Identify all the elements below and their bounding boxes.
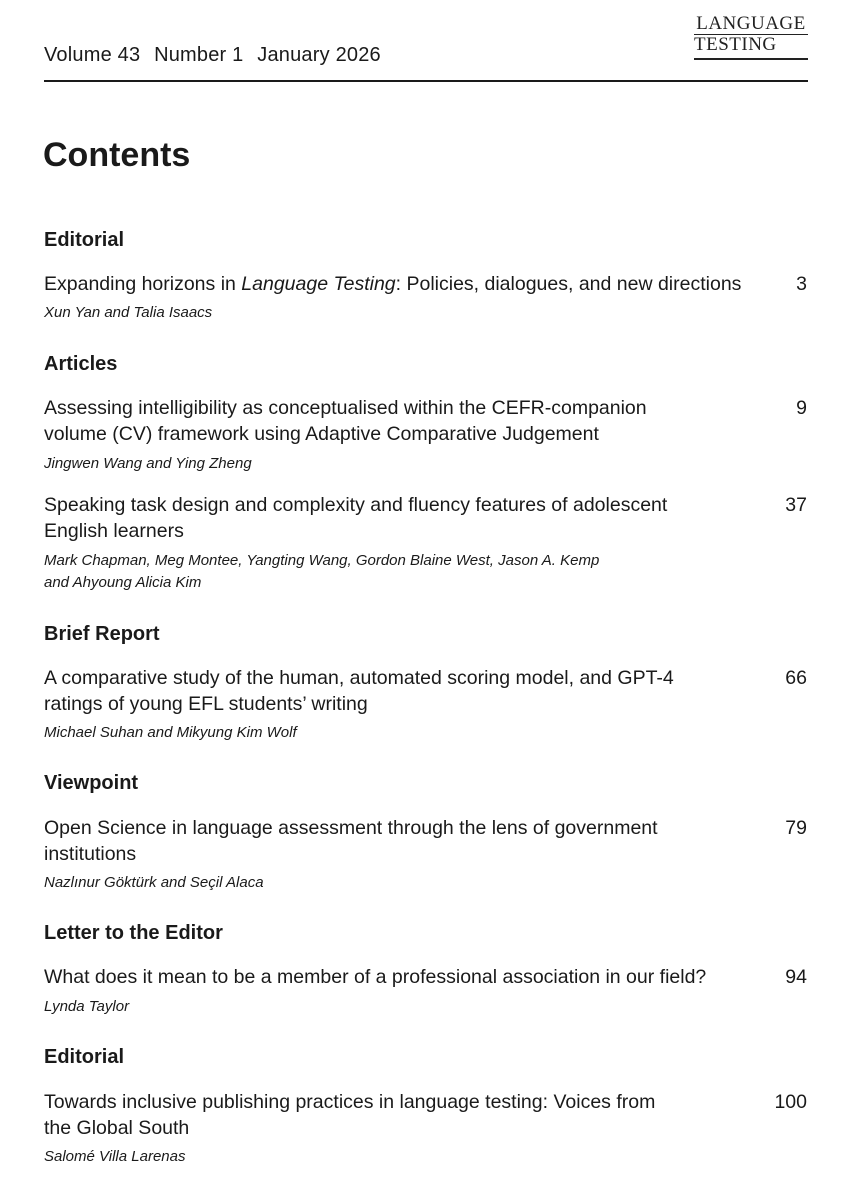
toc-entry-title-line: Towards inclusive publishing practices in language testing: Voices from — [44, 1091, 656, 1113]
journal-logo-line1: LANGUAGE — [696, 13, 806, 34]
toc-entry-title-line: Open Science in language assessment through the lens of government — [44, 817, 658, 839]
section-heading-editorial-2: Editorial — [44, 1046, 125, 1068]
toc-entry-title-line: Speaking task design and complexity and fluency features of adolescent — [44, 494, 668, 516]
section-heading-articles: Articles — [44, 353, 118, 375]
journal-logo-line2: TESTING — [694, 34, 777, 55]
toc-entry-title[interactable]: Expanding horizons in Language Testing: Policies, dialogues, and new directions — [44, 273, 742, 295]
issue-info — [44, 44, 389, 67]
toc-entry-title[interactable] — [44, 492, 704, 544]
toc-entry-title[interactable] — [44, 395, 704, 447]
toc-entry-title-line: Assessing intelligibility as conceptualised within the CEFR-companion — [44, 397, 647, 419]
toc-entry-title-line: English learners — [44, 520, 184, 542]
journal-logo — [694, 14, 808, 60]
toc-entry-title[interactable]: What does it mean to be a member of a professional association in our field? — [44, 966, 707, 988]
section-heading-viewpoint: Viewpoint — [44, 772, 139, 794]
toc-entry-title-line: ratings of young EFL students’ writing — [44, 693, 368, 715]
number-label: Number 1 — [154, 44, 244, 66]
toc-entry-title[interactable] — [44, 1089, 704, 1141]
toc-entry-authors-line: Mark Chapman, Meg Montee, Yangting Wang, Gordon Blaine West, Jason A. Kemp — [44, 552, 600, 569]
toc-entry-authors: Michael Suhan and Mikyung Kim Wolf — [44, 724, 297, 741]
toc-entry-authors: Jingwen Wang and Ying Zheng — [44, 455, 252, 472]
toc-entry-title-line: volume (CV) framework using Adaptive Comparative Judgement — [44, 423, 599, 445]
section-heading-editorial: Editorial — [44, 229, 125, 251]
toc-entry-title[interactable] — [44, 665, 704, 717]
toc-entry-page: 37 — [785, 494, 807, 516]
toc-entry-title-line: institutions — [44, 843, 137, 865]
logo-underline — [694, 58, 808, 60]
toc-entry-title-line: the Global South — [44, 1117, 190, 1139]
toc-entry-page: 100 — [774, 1091, 807, 1113]
toc-entry-page: 3 — [796, 273, 807, 295]
toc-entry-authors — [44, 550, 744, 594]
toc-entry-authors-line: and Ahyoung Alicia Kim — [44, 574, 202, 591]
volume-label: Volume 43 — [44, 44, 141, 66]
date-label: January 2026 — [257, 44, 381, 66]
header-divider — [44, 80, 808, 82]
toc-entry-page: 79 — [785, 817, 807, 839]
toc-entry-page: 9 — [796, 397, 807, 419]
toc-entry-page: 94 — [785, 966, 807, 988]
toc-entry-authors: Nazlınur Göktürk and Seçil Alaca — [44, 874, 264, 891]
toc-entry-title-line: A comparative study of the human, automated scoring model, and GPT-4 — [44, 667, 674, 689]
toc-entry-authors: Lynda Taylor — [44, 998, 130, 1015]
toc-entry-authors: Xun Yan and Talia Isaacs — [44, 304, 213, 321]
section-heading-letter-to-the-editor: Letter to the Editor — [44, 922, 223, 944]
toc-entry-authors: Salomé Villa Larenas — [44, 1148, 186, 1165]
toc-entry-title[interactable] — [44, 815, 704, 867]
toc-entry-page: 66 — [785, 667, 807, 689]
page-title: Contents — [43, 136, 191, 174]
section-heading-brief-report: Brief Report — [44, 623, 160, 645]
